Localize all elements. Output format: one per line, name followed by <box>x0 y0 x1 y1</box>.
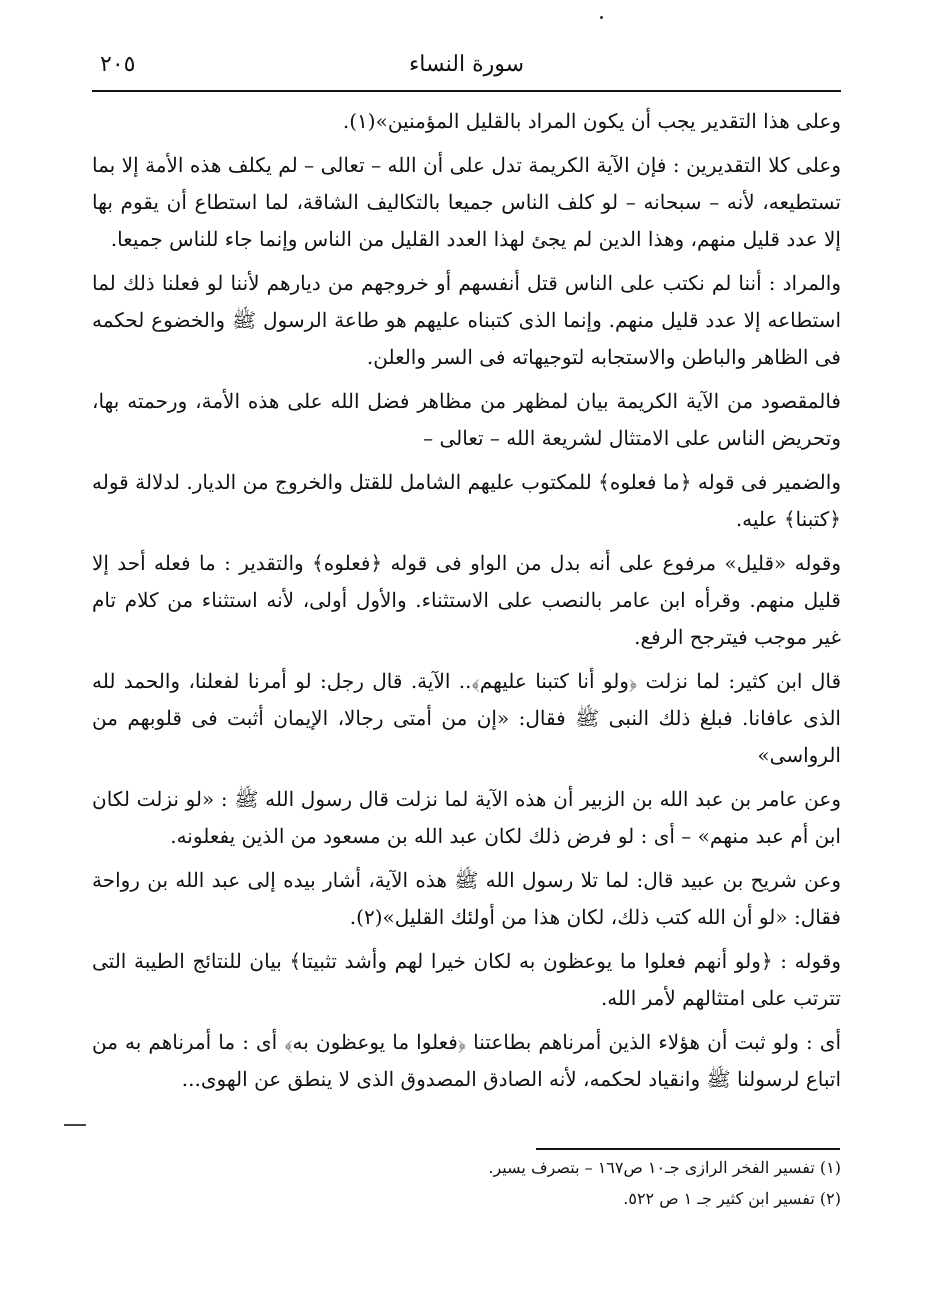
paragraph-11: أى : ولو ثبت أن هؤلاء الذين أمرناهم بطاعتنا ﴿فعلوا ما يوعظون به﴾ أى : ما أمرناهم به من اتباع لرسولنا ﷺ وانقياد لحكمه، لأنه الصادق المصدوق الذى لا ينطق عن الهوى... <box>92 1030 841 1091</box>
paragraph-5: والضمير فى قوله ﴿ما فعلوه﴾ للمكتوب عليهم الشامل للقتل والخروج من الديار. لدلالة قوله ﴿كتبنا﴾ عليه. <box>92 470 841 531</box>
paragraph-6: وقوله «قليل» مرفوع على أنه بدل من الواو فى قوله ﴿فعلوه﴾ والتقدير : ما فعله أحد إلا قليل منهم. وقرأه ابن عامر بالنصب على الاستثناء. والأول أولى، لأنه استثناء من كلام تام غير موجب فيترجح الرفع. <box>92 551 841 649</box>
paragraph-4: فالمقصود من الآية الكريمة بيان لمظهر من مظاهر فضل الله على هذه الأمة، ورحمته بها، وتحريض الناس على الامتثال لشريعة الله – تعالى – <box>92 389 841 450</box>
page-header <box>92 40 841 92</box>
surah-title: سورة النساء <box>408 52 525 77</box>
footnote-2: (٢) تفسير ابن كثير جـ ١ ص ٥٢٢. <box>623 1189 841 1208</box>
page-number: ٢٠٥ <box>100 52 136 77</box>
print-speck <box>600 16 603 19</box>
paragraph-9: وعن شريح بن عبيد قال: لما تلا رسول الله ﷺ هذه الآية، أشار بيده إلى عبد الله بن رواحة فقال: «لو أن الله كتب ذلك، لكان هذا من أولئك القليل»(٢). <box>92 868 841 929</box>
footnote-1: (١) تفسير الفخر الرازى جـ١٠ ص١٦٧ – بتصرف يسير. <box>488 1158 841 1177</box>
footnotes <box>300 1152 841 1214</box>
paragraph-2: وعلى كلا التقديرين : فإن الآية الكريمة تدل على أن الله – تعالى – لم يكلف هذه الأمة إلا بما تستطيعه، لأنه – سبحانه – لو كلف الناس جميعا بالتكاليف الشاقة، لما استطاع أن يقوم بها إلا عدد قليل منهم، وهذا الدين لم يجئ لهذا العدد القليل من الناس وإنما جاء للناس جميعا. <box>92 153 841 251</box>
body-text <box>92 103 841 1105</box>
footnote-divider <box>536 1148 840 1150</box>
paragraph-8: وعن عامر بن عبد الله بن الزبير أن هذه الآية لما نزلت قال رسول الله ﷺ : «لو نزلت لكان ابن أم عبد منهم» – أى : لو فرض ذلك لكان عبد الله بن مسعود من الذين يفعلونه. <box>92 787 841 848</box>
margin-mark <box>64 1124 86 1126</box>
paragraph-3: والمراد : أننا لم نكتب على الناس قتل أنفسهم أو خروجهم من ديارهم لأننا لو فعلنا ذلك لما استطاعه إلا عدد قليل منهم. وإنما الذى كتبناه عليهم هو طاعة الرسول ﷺ والخضوع لحكمه فى الظاهر والباطن والاستجابه لتوجيهاته فى السر والعلن. <box>92 271 841 369</box>
paragraph-1: وعلى هذا التقدير يجب أن يكون المراد بالقليل المؤمنين»(١). <box>342 109 841 133</box>
paragraph-7: قال ابن كثير: لما نزلت ﴿ولو أنا كتبنا عليهم﴾.. الآية. قال رجل: لو أمرنا لفعلنا، والحمد لله الذى عافانا. فبلغ ذلك النبى ﷺ فقال: «إن من أمتى رجالا، الإيمان أثبت فى قلوبهم من الرواسى» <box>92 669 841 767</box>
paragraph-10: وقوله : ﴿ولو أنهم فعلوا ما يوعظون به لكان خيرا لهم وأشد تثبيتا﴾ بيان للنتائج الطيبة التى تترتب على امتثالهم لأمر الله. <box>92 949 841 1010</box>
